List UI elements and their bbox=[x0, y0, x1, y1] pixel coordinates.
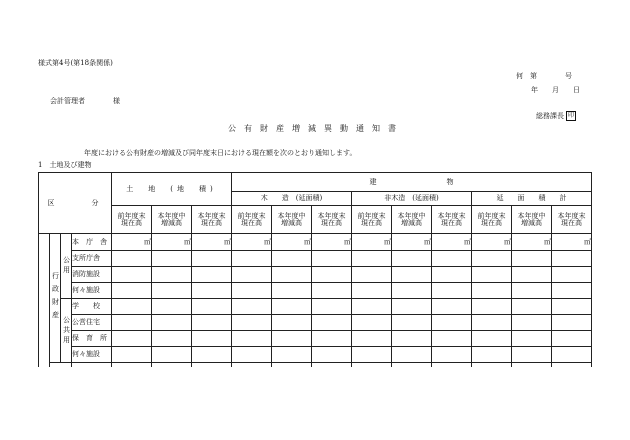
table-cell bbox=[552, 363, 592, 367]
table-cell bbox=[312, 267, 352, 283]
table-cell bbox=[112, 347, 152, 363]
table-cell bbox=[352, 315, 392, 331]
table-cell bbox=[112, 267, 152, 283]
table-cell bbox=[512, 363, 552, 367]
table-cell bbox=[552, 315, 592, 331]
table-cell bbox=[392, 283, 432, 299]
table-cell bbox=[272, 331, 312, 347]
table-cell bbox=[112, 283, 152, 299]
table-cell bbox=[392, 267, 432, 283]
table-cell bbox=[432, 267, 472, 283]
table-cell bbox=[232, 363, 272, 367]
unit-m2: ㎡ bbox=[352, 234, 392, 251]
table-cell bbox=[432, 331, 472, 347]
row-label: 学 校 bbox=[72, 299, 112, 315]
col-current-balance: 本年度末 現在高 bbox=[312, 206, 352, 234]
table-cell bbox=[152, 299, 192, 315]
table-cell bbox=[312, 331, 352, 347]
table-cell bbox=[552, 267, 592, 283]
seal-mark: 印 bbox=[567, 112, 574, 119]
table-cell bbox=[312, 283, 352, 299]
property-table bbox=[38, 172, 592, 367]
table-cell bbox=[352, 347, 392, 363]
table-cell bbox=[472, 299, 512, 315]
row-label: 公営住宅 bbox=[72, 315, 112, 331]
sender-title: 総務課長 bbox=[536, 112, 564, 120]
table-cell bbox=[312, 251, 352, 267]
form-label: 様式第4号(第18条関係) bbox=[38, 59, 113, 67]
table-cell bbox=[272, 315, 312, 331]
unit-m2: ㎡ bbox=[272, 234, 312, 251]
col-change: 本年度中 増減高 bbox=[512, 206, 552, 234]
table-cell bbox=[512, 283, 552, 299]
col-current-balance: 本年度末 現在高 bbox=[552, 206, 592, 234]
table-cell bbox=[72, 363, 112, 367]
table-cell bbox=[352, 283, 392, 299]
table-cell bbox=[112, 315, 152, 331]
col-prev-balance: 前年度末 現在高 bbox=[232, 206, 272, 234]
table-cell bbox=[552, 331, 592, 347]
table-cell bbox=[232, 299, 272, 315]
table-cell bbox=[232, 283, 272, 299]
table-cell bbox=[312, 363, 352, 367]
table-cell bbox=[192, 347, 232, 363]
table-cell bbox=[232, 331, 272, 347]
row-label: 何々施設 bbox=[72, 347, 112, 363]
col-current-balance: 本年度末 現在高 bbox=[192, 206, 232, 234]
table-cell bbox=[392, 363, 432, 367]
col-change: 本年度中 増減高 bbox=[392, 206, 432, 234]
table-cell bbox=[352, 267, 392, 283]
document-number: 何 第 号 bbox=[516, 72, 572, 80]
table-cell bbox=[192, 315, 232, 331]
table-cell bbox=[192, 363, 232, 367]
table-cell bbox=[432, 299, 472, 315]
section-heading: 1 土地及び建物 bbox=[38, 161, 92, 169]
table-cell bbox=[392, 347, 432, 363]
table-cell bbox=[432, 347, 472, 363]
table-cell bbox=[232, 347, 272, 363]
table-cell bbox=[272, 267, 312, 283]
table-cell bbox=[152, 267, 192, 283]
table-cell bbox=[352, 251, 392, 267]
table-cell bbox=[392, 331, 432, 347]
unit-m2: ㎡ bbox=[472, 234, 512, 251]
table-cell bbox=[272, 251, 312, 267]
col-prev-balance: 前年度末 現在高 bbox=[352, 206, 392, 234]
row-label: 保 育 所 bbox=[72, 331, 112, 347]
table-cell bbox=[50, 363, 72, 367]
table-cell bbox=[112, 363, 152, 367]
table-cell bbox=[232, 251, 272, 267]
table-cell bbox=[472, 251, 512, 267]
table-cell bbox=[392, 315, 432, 331]
table-cell bbox=[152, 283, 192, 299]
unit-m2: ㎡ bbox=[152, 234, 192, 251]
table-cell bbox=[512, 347, 552, 363]
table-cell bbox=[352, 363, 392, 367]
table-cell bbox=[192, 299, 232, 315]
table-cell bbox=[472, 283, 512, 299]
table-cell bbox=[232, 267, 272, 283]
table-cell bbox=[272, 299, 312, 315]
table-cell bbox=[112, 299, 152, 315]
table-cell bbox=[272, 283, 312, 299]
table-cell bbox=[152, 315, 192, 331]
row-label: 本 庁 舎 bbox=[72, 234, 112, 251]
document-date: 年 月 日 bbox=[531, 86, 580, 94]
sender bbox=[536, 111, 576, 121]
table-cell bbox=[112, 251, 152, 267]
table-cell bbox=[392, 251, 432, 267]
table-cell bbox=[192, 267, 232, 283]
table-cell bbox=[552, 299, 592, 315]
row-label: 支所庁舎 bbox=[72, 251, 112, 267]
table-cell bbox=[512, 251, 552, 267]
table-cell bbox=[432, 315, 472, 331]
unit-m2: ㎡ bbox=[552, 234, 592, 251]
unit-m2: ㎡ bbox=[392, 234, 432, 251]
header-wood: 木 造 (延面積) bbox=[232, 192, 352, 206]
table-cell bbox=[552, 251, 592, 267]
col-prev-balance: 前年度末 現在高 bbox=[112, 206, 152, 234]
row-label: 消防施設 bbox=[72, 267, 112, 283]
group-spacer bbox=[39, 234, 50, 367]
unit-m2: ㎡ bbox=[312, 234, 352, 251]
unit-m2: ㎡ bbox=[232, 234, 272, 251]
addressee: 会計管理者 様 bbox=[50, 97, 120, 105]
unit-m2: ㎡ bbox=[192, 234, 232, 251]
table-cell bbox=[312, 299, 352, 315]
table-cell bbox=[432, 363, 472, 367]
table-cell bbox=[272, 363, 312, 367]
header-nonwood: 非木造 (延面積) bbox=[352, 192, 472, 206]
table-cell bbox=[432, 283, 472, 299]
table-cell bbox=[472, 267, 512, 283]
table-cell bbox=[112, 331, 152, 347]
table-cell bbox=[352, 331, 392, 347]
table-cell bbox=[472, 363, 512, 367]
header-land: 土 地 (地 積) bbox=[112, 173, 232, 206]
table-cell bbox=[152, 331, 192, 347]
group-common-use: 公共用 bbox=[61, 299, 72, 363]
group-administrative: 行政財産 bbox=[50, 234, 61, 363]
header-building: 建 物 bbox=[232, 173, 592, 192]
table-cell bbox=[392, 299, 432, 315]
col-change: 本年度中 増減高 bbox=[272, 206, 312, 234]
table-cell bbox=[152, 251, 192, 267]
header-kubun: 区 分 bbox=[39, 173, 112, 234]
table-cell bbox=[552, 283, 592, 299]
group-public-use: 公用 bbox=[61, 234, 72, 299]
table-cell bbox=[192, 283, 232, 299]
table-cell bbox=[512, 331, 552, 347]
table-cell bbox=[352, 299, 392, 315]
body-text: 年度における公有財産の増減及び同年度末日における現在額を次のとおり通知します。 bbox=[84, 149, 357, 157]
table-cell bbox=[512, 315, 552, 331]
table-cell bbox=[432, 251, 472, 267]
table-cell bbox=[272, 347, 312, 363]
table-cell bbox=[472, 315, 512, 331]
unit-m2: ㎡ bbox=[112, 234, 152, 251]
col-prev-balance: 前年度末 現在高 bbox=[472, 206, 512, 234]
table-cell bbox=[512, 267, 552, 283]
table-cell bbox=[472, 331, 512, 347]
col-change: 本年度中 増減高 bbox=[152, 206, 192, 234]
table-cell bbox=[512, 299, 552, 315]
header-total: 延 面 積 計 bbox=[472, 192, 592, 206]
table-cell bbox=[192, 251, 232, 267]
row-label: 何々施設 bbox=[72, 283, 112, 299]
col-current-balance: 本年度末 現在高 bbox=[432, 206, 472, 234]
document-title: 公 有 財 産 増 減 異 動 通 知 書 bbox=[228, 124, 396, 133]
table-cell bbox=[152, 363, 192, 367]
unit-m2: ㎡ bbox=[512, 234, 552, 251]
table-cell bbox=[192, 331, 232, 347]
table-cell bbox=[312, 315, 352, 331]
unit-m2: ㎡ bbox=[432, 234, 472, 251]
table-cell bbox=[152, 347, 192, 363]
table-cell bbox=[552, 347, 592, 363]
table-cell bbox=[472, 347, 512, 363]
table-cell bbox=[312, 347, 352, 363]
table-cell bbox=[232, 315, 272, 331]
